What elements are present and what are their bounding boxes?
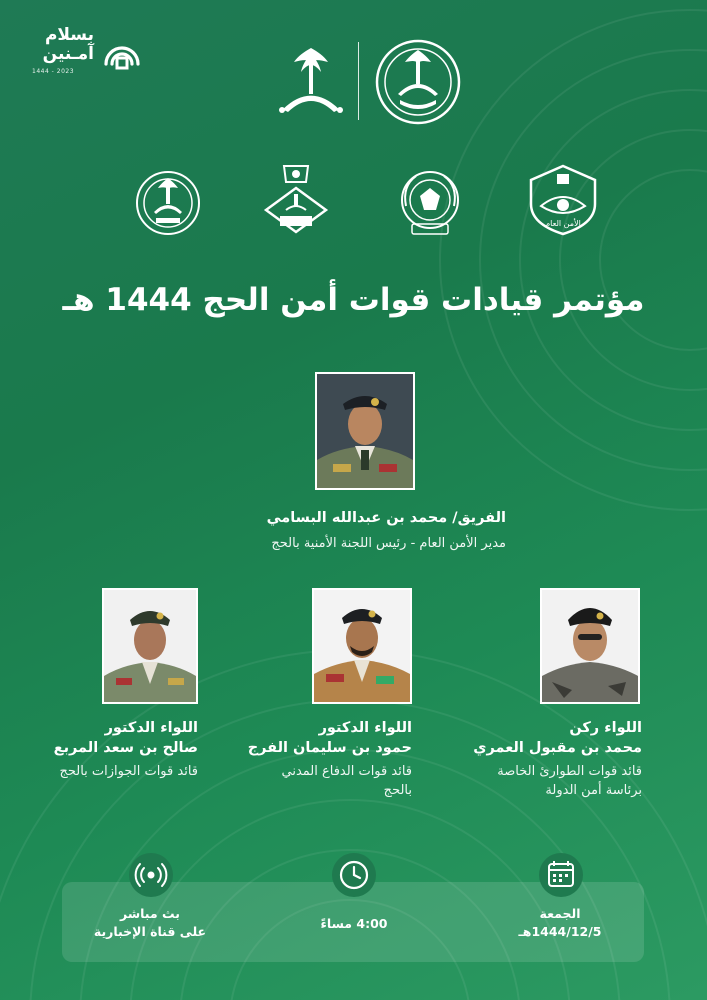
- event-date: 1444/12/5هـ: [518, 924, 602, 939]
- emblem-divider: [358, 42, 359, 120]
- ministry-of-interior-emblem-icon: [374, 38, 462, 126]
- campaign-logo-icon: [102, 32, 142, 72]
- speaker-2-rank: اللواء الدكتور: [318, 720, 412, 736]
- event-day: الجمعة: [539, 906, 581, 921]
- main-speaker-role: مدير الأمن العام - رئيس اللجنة الأمنية بالحج: [271, 536, 506, 551]
- speaker-3-photo: [102, 588, 198, 704]
- broadcast-channel: على قناة الإخبارية: [93, 924, 207, 939]
- speaker-2-photo: [312, 588, 412, 704]
- speaker-3-rank: اللواء الدكتور: [104, 720, 198, 736]
- main-speaker-name: الفريق/ محمد بن عبدالله البسامي: [266, 510, 506, 526]
- speaker-2-role-line2: بالحج: [383, 783, 412, 798]
- speaker-1-name: محمد بن مقبول العمري: [473, 740, 642, 756]
- public-security-emblem-icon: [525, 162, 601, 238]
- campaign-logo-line1: بسلام: [44, 25, 94, 45]
- civil-defense-emblem-icon: [396, 166, 464, 238]
- speaker-1-role-line2: برئاسة أمن الدولة: [545, 783, 642, 798]
- speaker-1-photo: [540, 588, 640, 704]
- live-broadcast-icon: [128, 852, 174, 898]
- campaign-logo-years: 1444 - 2023: [32, 68, 75, 75]
- event-time: 4:00 مساءً: [320, 916, 388, 931]
- main-speaker-photo: [315, 372, 415, 490]
- campaign-logo-line2: آمـنين: [42, 44, 94, 64]
- svg-text:الأمن العام: الأمن العام: [545, 219, 581, 228]
- broadcast-label: بث مباشر: [120, 906, 180, 921]
- campaign-logo-text: [26, 26, 94, 64]
- speaker-2-role-line1: قائد قوات الدفاع المدني: [281, 764, 412, 779]
- speaker-1-role-line1: قائد قوات الطوارئ الخاصة: [497, 764, 642, 779]
- speaker-2-name: حمود بن سليمان الفرج: [247, 740, 412, 756]
- speaker-3-name: صالح بن سعد المربع: [53, 740, 198, 756]
- page-title: مؤتمر قيادات قوات أمن الحج 1444 هـ: [62, 282, 645, 318]
- speaker-1-rank: اللواء ركن: [569, 720, 642, 736]
- special-emergency-forces-emblem-icon: [134, 168, 202, 238]
- calendar-icon: [538, 852, 584, 898]
- campaign-logo: [26, 26, 146, 86]
- government-emblems: [270, 38, 470, 128]
- passports-emblem-icon: [262, 160, 330, 242]
- clock-icon: [331, 852, 377, 898]
- speaker-3-role-line1: قائد قوات الجوازات بالحج: [59, 764, 198, 779]
- saudi-palm-swords-emblem-icon: [274, 44, 348, 116]
